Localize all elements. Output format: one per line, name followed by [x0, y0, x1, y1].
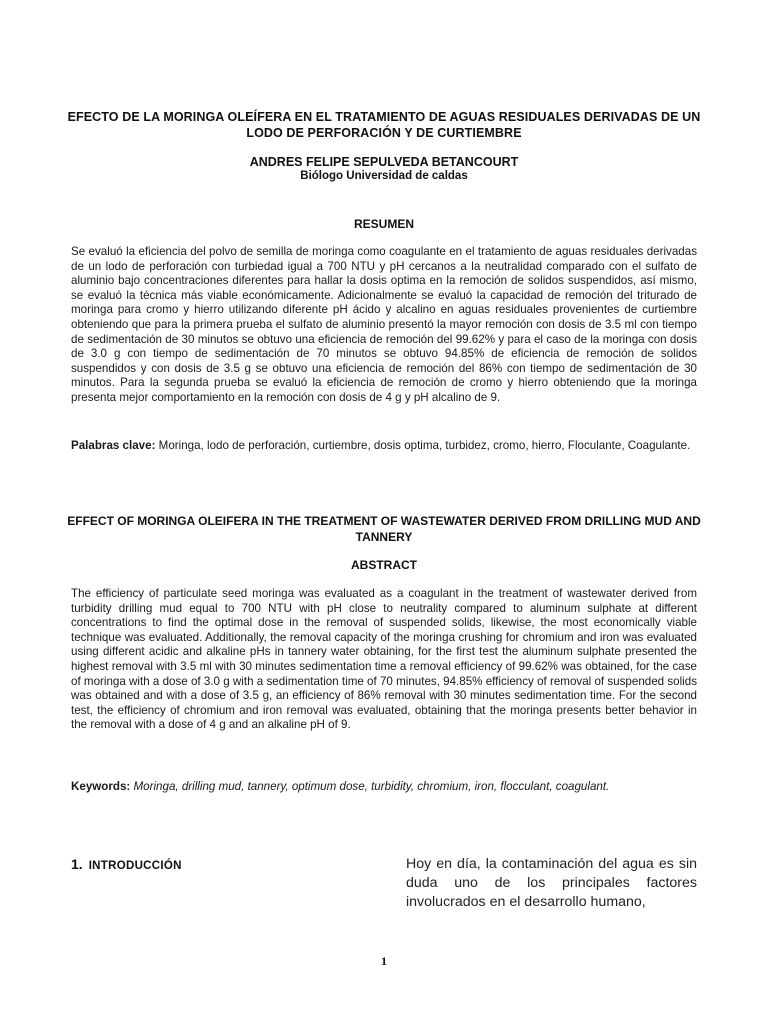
resumen-text: Se evaluó la eficiencia del polvo de semilla de moringa como coagulante en el tratamiento de aguas residuales derivadas de un lodo de perforación con turbiedad igual a 700 NTU y pH cercanos a la neutralidad comparado con el sulfato de aluminio bajo concentraciones diferentes para hallar la dosis optima en la remoción de solidos suspendidos, así mismo, se evaluó la técnica más viable económicamente. Adicionalmente se evaluó la capacidad de remoción del triturado de moringa para cromo y hierro utilizando diferente pH ácido y alcalino en aguas residuales provenientes de curtiembre obteniendo que para la primera prueba el sulfato de aluminio presentó la mayor remoción con dosis de 3.5 ml con tiempo de sedimentación de 30 minutos se obtuvo una eficiencia de remoción del 99.62% y para el caso de la moringa con dosis de 3.0 g con tiempo de sedimentación de 70 minutos se obtuvo 94.85% de eficiencia de remoción de solidos suspendidos y con dosis de 3.5 g se obtuvo una eficiencia de remoción del 86% con tiempo de sedimentación de 30 minutos. Para la segunda prueba se evaluó la eficiencia de remoción de cromo y hierro obteniendo que la moringa presenta mejor comportamiento en la remoción con dosis de 4 g y pH alcalino de 9.	[71, 245, 697, 404]
palabras-clave-list: Moringa, lodo de perforación, curtiembre, dosis optima, turbidez, cromo, hierro, Floculante, Coagulante.	[158, 439, 691, 452]
intro-heading	[71, 856, 182, 874]
intro-section-number: 1.	[71, 856, 83, 872]
intro-text: Hoy en día, la contaminación del agua es sin duda uno de los principales factores involucrados en el desarrollo humano,	[406, 856, 697, 910]
abstract-text: The efficiency of particulate seed moringa was evaluated as a coagulant in the treatment of wastewater derived from turbidity drilling mud equal to 700 NTU with pH close to neutrality compared to aluminum sulphate at different concentrations to find the optimal dose in the removal of suspended solids, likewise, the most economically viable technique was evaluated. Additionally, the removal capacity of the moringa crushing for chromium and iron was evaluated using different acidic and alkaline pHs in tannery water obtaining, for the first test the aluminum sulphate presented the highest removal with 3.5 ml with 30 minutes sedimentation time a removal efficiency of 99.62% was obtained, for the case of moringa with a dose of 3.0 g with a sedimentation time of 70 minutes, 94.85% efficiency of removal of suspended solids was obtained and with a dose of 3.5 g, an efficiency of 86% removal with 30 minutes sedimentation time. For the second test, the efficiency of chromium and iron removal was evaluated, obtaining that the moringa presents better behavior in the removal with a dose of 4 g and an alkaline pH of 9.	[71, 587, 697, 732]
resumen-heading: RESUMEN	[353, 217, 414, 231]
keywords	[71, 780, 697, 795]
intro-section-title: INTRODUCCIÓN	[88, 860, 182, 872]
english-title: EFFECT OF MORINGA OLEIFERA IN THE TREATMENT OF WASTEWATER DERIVED FROM DRILLING MUD AND TANNERY	[67, 514, 701, 544]
paper-title: EFECTO DE LA MORINGA OLEÍFERA EN EL TRATAMIENTO DE AGUAS RESIDUALES DERIVADAS DE UN LODO DE PERFORACIÓN Y DE CURTIEMBRE	[67, 110, 701, 140]
keywords-list: Moringa, drilling mud, tannery, optimum dose, turbidity, chromium, iron, flocculant, coagulant.	[133, 780, 610, 793]
palabras-clave-label: Palabras clave:	[71, 439, 156, 452]
keywords-label: Keywords:	[71, 780, 131, 793]
page-number: 1	[381, 954, 387, 968]
author-name: ANDRES FELIPE SEPULVEDA BETANCOURT	[249, 155, 519, 169]
palabras-clave	[71, 439, 697, 454]
abstract-heading: ABSTRACT	[351, 558, 417, 572]
author-affiliation: Biólogo Universidad de caldas	[300, 170, 468, 182]
